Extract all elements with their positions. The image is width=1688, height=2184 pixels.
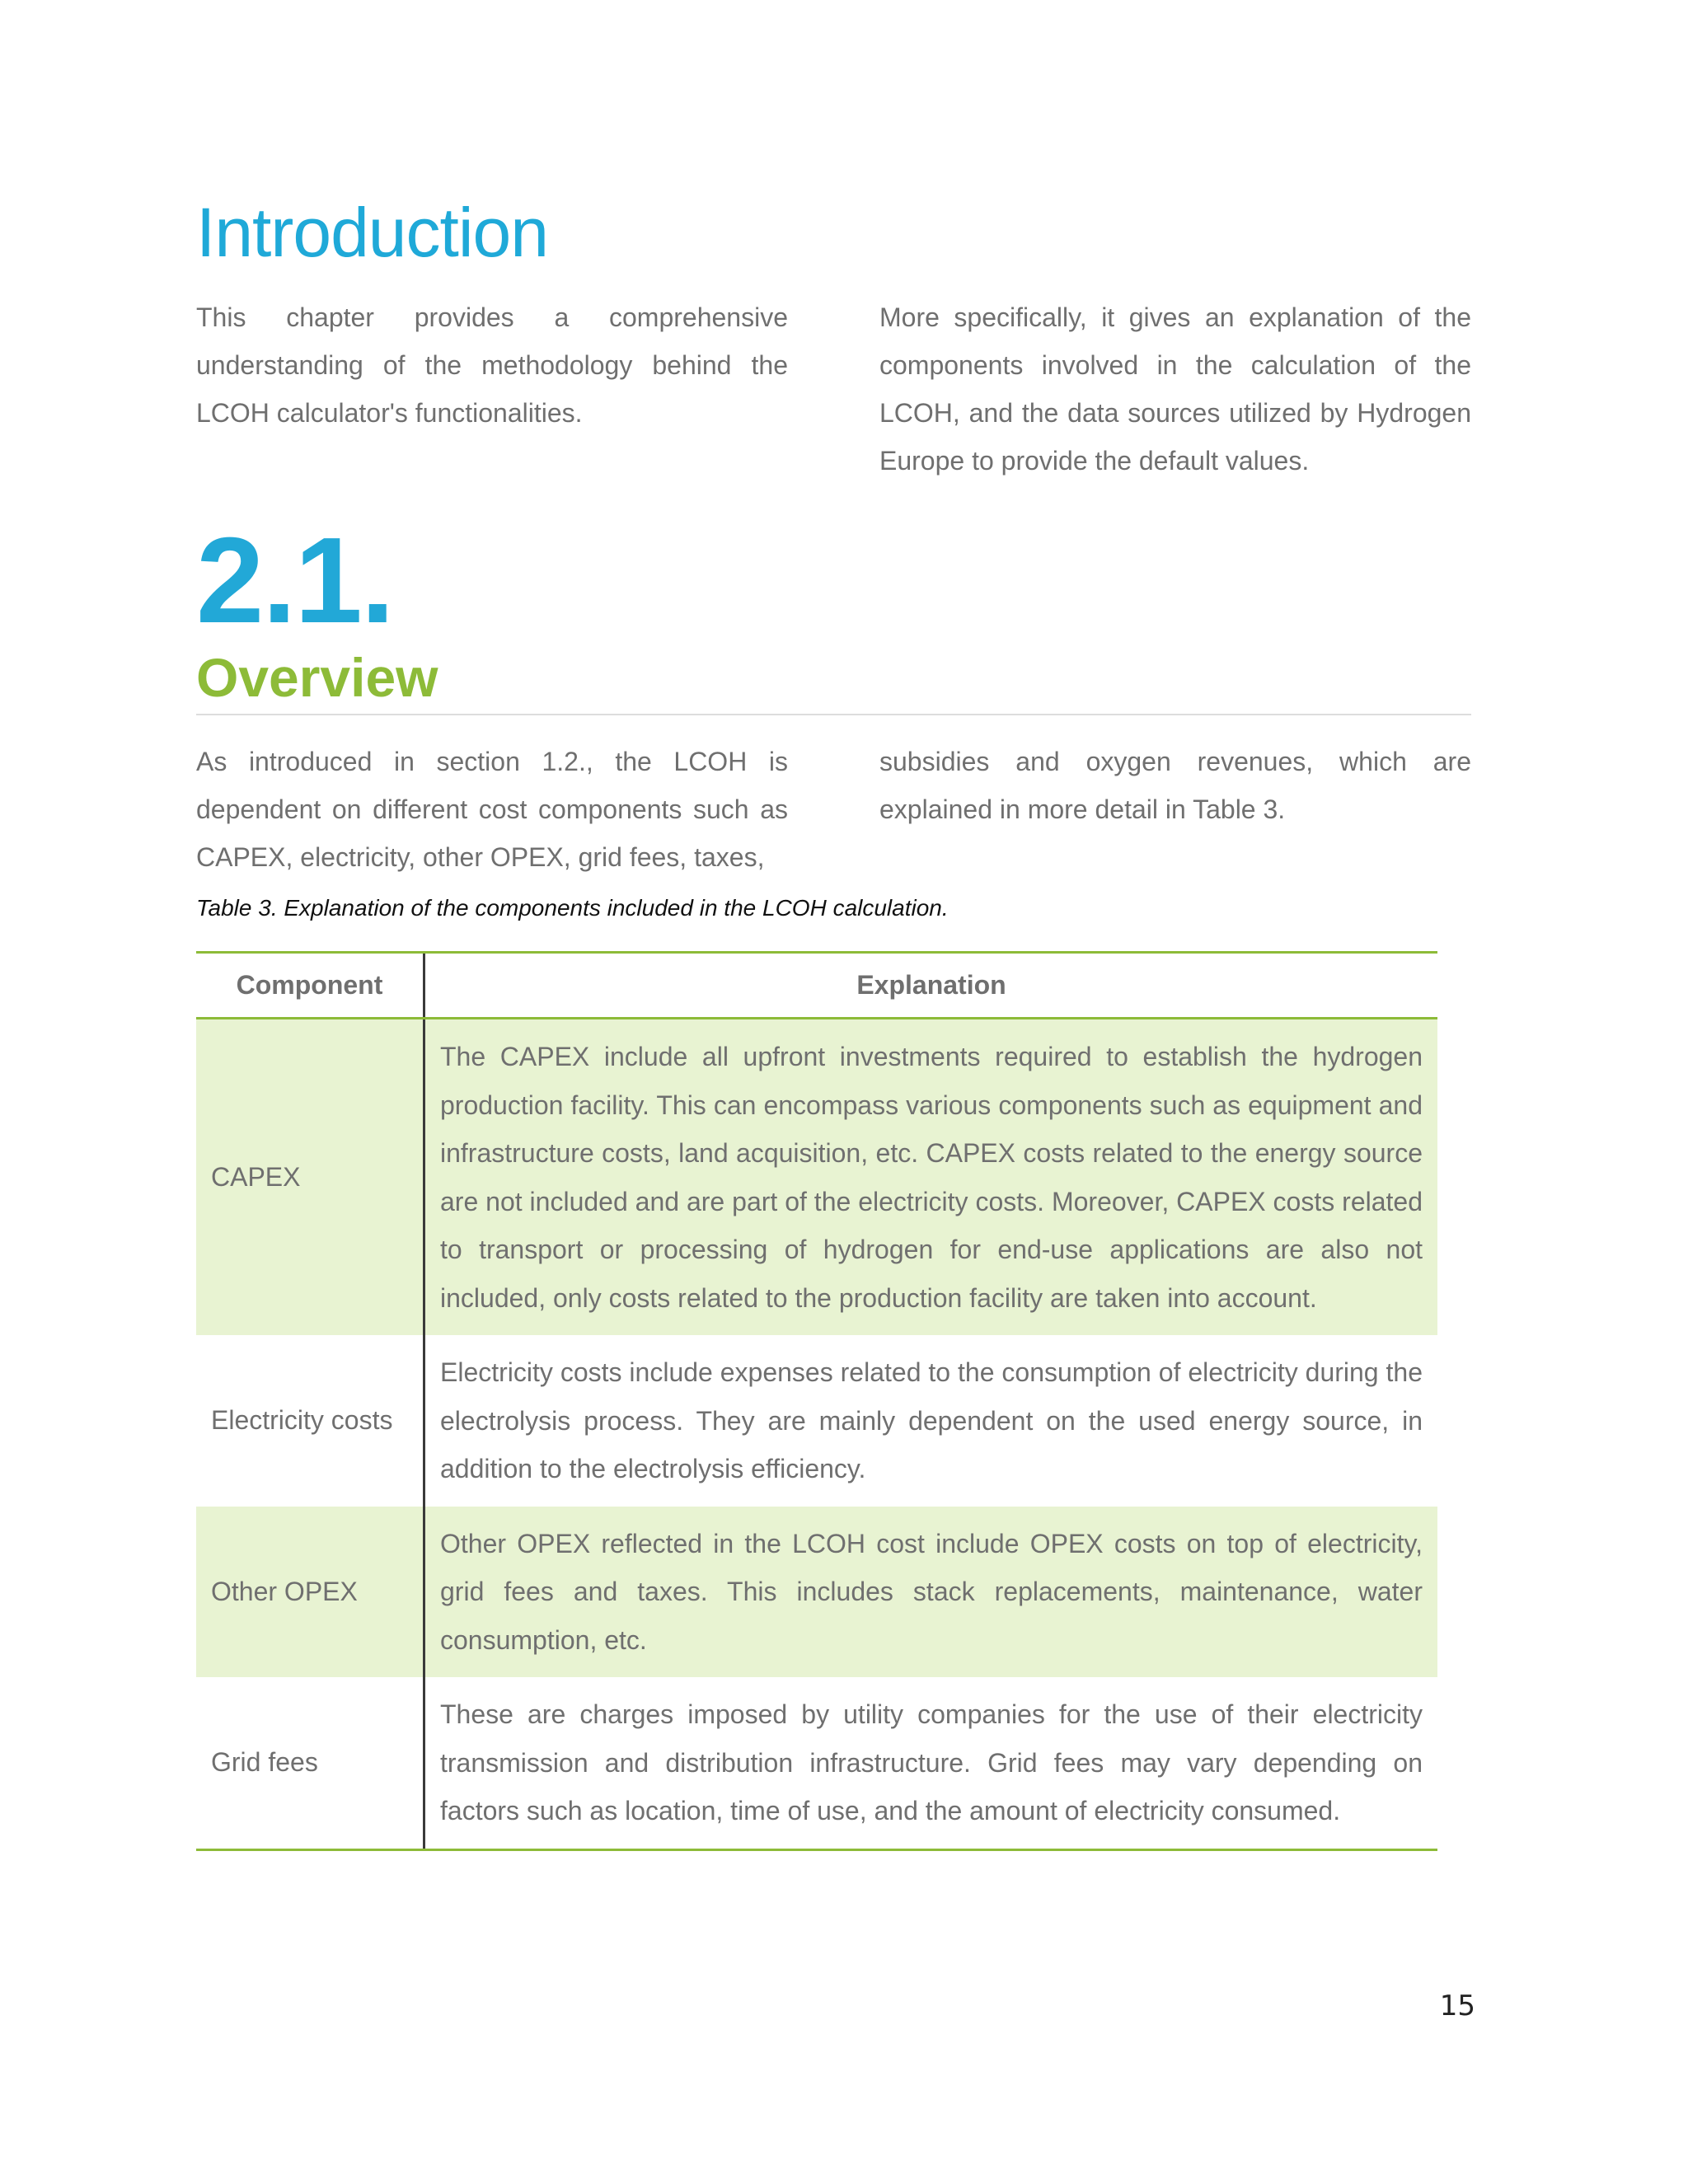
section-divider xyxy=(196,714,1471,715)
table-header-row xyxy=(196,954,1437,1019)
row-component: Electricity costs xyxy=(196,1335,425,1507)
section-number: 2.1. xyxy=(196,513,393,649)
row-explanation: The CAPEX include all upfront investments required to establish the hydrogen production facility. This can encompass various components such as equipment and infrastructure costs, land acquisition, etc. CAPEX costs related to the energy source are not included and are part of the electricity costs. Moreover, CAPEX costs related to transport or processing of hydrogen for end-use applications are also not included, only costs related to the production facility are taken into account. xyxy=(440,1042,1423,1313)
table-row xyxy=(196,1019,1437,1335)
table-row xyxy=(196,1677,1437,1849)
intro-columns xyxy=(196,293,1471,485)
overview-left-paragraph: As introduced in section 1.2., the LCOH is dependent on different cost components such as CAPEX, electricity, other OPEX, grid fees, taxes, xyxy=(196,747,788,872)
row-component: CAPEX xyxy=(196,1019,425,1335)
overview-columns xyxy=(196,738,1471,881)
table-row xyxy=(196,1507,1437,1678)
row-explanation: These are charges imposed by utility companies for the use of their electricity transmission and distribution infrastructure. Grid fees may vary depending on factors such as location, time of use, and the amount of electricity consumed. xyxy=(440,1699,1423,1825)
table-row xyxy=(196,1335,1437,1507)
section-title: Overview xyxy=(196,647,438,708)
page-number: 15 xyxy=(1439,1990,1475,2022)
row-component: Other OPEX xyxy=(196,1507,425,1678)
overview-right-paragraph: subsidies and oxygen revenues, which are explained in more detail in Table 3. xyxy=(879,747,1471,824)
components-table xyxy=(196,951,1437,1851)
row-explanation: Other OPEX reflected in the LCOH cost include OPEX costs on top of electricity, grid fees and taxes. This includes stack replacements, maintenance, water consumption, etc. xyxy=(440,1528,1423,1655)
header-component: Component xyxy=(196,954,425,1017)
intro-right-paragraph: More specifically, it gives an explanation of the components involved in the calculation of the LCOH, and the data sources utilized by Hydrogen Europe to provide the default values. xyxy=(879,302,1471,476)
row-component: Grid fees xyxy=(196,1677,425,1849)
table-caption: Table 3. Explanation of the components included in the LCOH calculation. xyxy=(196,895,949,921)
intro-heading: Introduction xyxy=(196,194,548,271)
row-explanation: Electricity costs include expenses related to the consumption of electricity during the electrolysis process. They are mainly dependent on the used energy source, in addition to the electrolysis efficiency. xyxy=(440,1357,1423,1483)
intro-left-paragraph: This chapter provides a comprehensive understanding of the methodology behind the LCOH calculator's functionalities. xyxy=(196,302,788,428)
header-explanation: Explanation xyxy=(856,970,1006,1001)
